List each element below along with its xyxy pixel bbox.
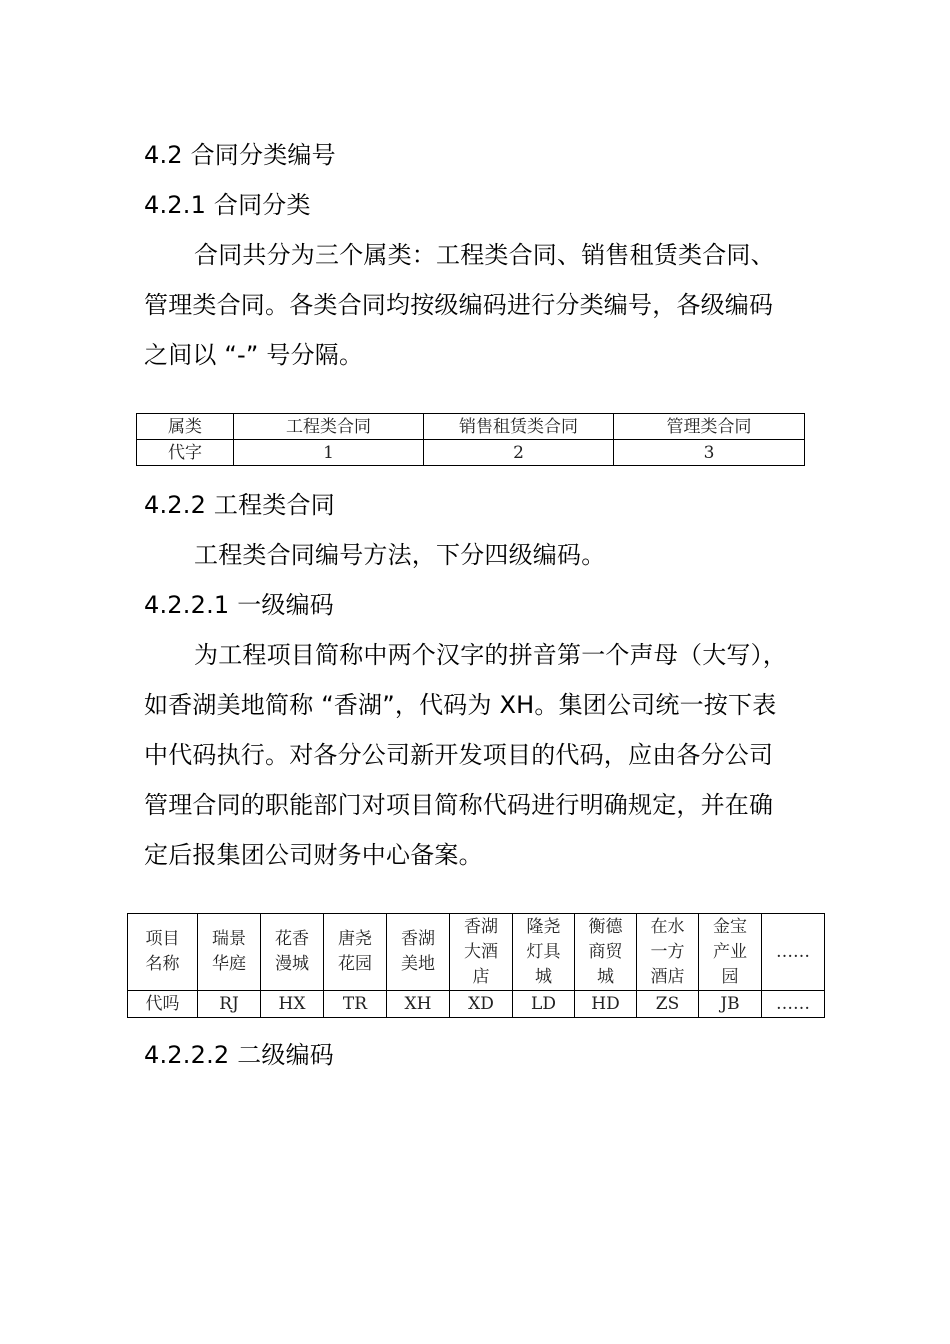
paragraph-line: 中代码执行。对各分公司新开发项目的代码，应由各分公司 [144, 741, 774, 769]
table-cell: 香湖 美地 [387, 914, 450, 991]
paragraph-line: 为工程项目简称中两个汉字的拼音第一个声母（大写）， [194, 641, 787, 669]
table-cell: 瑞景 华庭 [198, 914, 261, 991]
table-cell: 衡德 商贸 城 [575, 914, 637, 991]
table-row [137, 440, 805, 466]
table-row [128, 991, 825, 1018]
table-cell: TR [324, 991, 387, 1018]
section-heading-4-2: 4.2 合同分类编号 [144, 141, 336, 169]
section-heading-4-2-2-1: 4.2.2.1 一级编码 [144, 591, 334, 619]
category-code-table [136, 413, 805, 466]
paragraph-line: 管理类合同。各类合同均按级编码进行分类编号，各级编码 [144, 291, 774, 319]
section-heading-4-2-2-2: 4.2.2.2 二级编码 [144, 1041, 334, 1069]
table-cell: 1 [234, 440, 424, 466]
table-cell: 属类 [137, 414, 234, 440]
section-heading-4-2-2: 4.2.2 工程类合同 [144, 491, 335, 519]
paragraph-line: 管理合同的职能部门对项目简称代码进行明确规定，并在确 [144, 791, 774, 819]
paragraph-line: 工程类合同编号方法，下分四级编码。 [194, 541, 606, 569]
table-cell: 代字 [137, 440, 234, 466]
table-cell: JB [699, 991, 762, 1018]
table-row [128, 914, 825, 991]
table-cell: HD [575, 991, 637, 1018]
table-cell: 代吗 [128, 991, 198, 1018]
section-heading-4-2-1: 4.2.1 合同分类 [144, 191, 311, 219]
table-cell: 唐尧 花园 [324, 914, 387, 991]
paragraph-line: 定后报集团公司财务中心备案。 [144, 841, 483, 869]
table-cell: 销售租赁类合同 [424, 414, 614, 440]
table-cell: 金宝 产业 园 [699, 914, 762, 991]
table-cell: XH [387, 991, 450, 1018]
paragraph-line: 合同共分为三个属类：工程类合同、销售租赁类合同、 [194, 241, 775, 269]
table-row [137, 414, 805, 440]
paragraph-line: 如香湖美地简称 “香湖”，代码为 XH。集团公司统一按下表 [144, 691, 777, 719]
table-cell: 花香 漫城 [261, 914, 324, 991]
table-cell: 2 [424, 440, 614, 466]
table-cell: ZS [637, 991, 699, 1018]
table-cell: 工程类合同 [234, 414, 424, 440]
table-cell: …… [762, 991, 825, 1018]
table-cell: RJ [198, 991, 261, 1018]
paragraph-line: 之间以 “-” 号分隔。 [144, 341, 364, 369]
table-cell: …… [762, 914, 825, 991]
table-cell: 隆尧 灯具 城 [513, 914, 575, 991]
project-code-table [127, 913, 825, 1018]
table-cell: 3 [614, 440, 805, 466]
table-cell: 在水 一方 酒店 [637, 914, 699, 991]
table-cell: HX [261, 991, 324, 1018]
table-cell: XD [450, 991, 513, 1018]
table-cell: LD [513, 991, 575, 1018]
table-cell: 项目 名称 [128, 914, 198, 991]
table-cell: 香湖 大酒 店 [450, 914, 513, 991]
table-cell: 管理类合同 [614, 414, 805, 440]
